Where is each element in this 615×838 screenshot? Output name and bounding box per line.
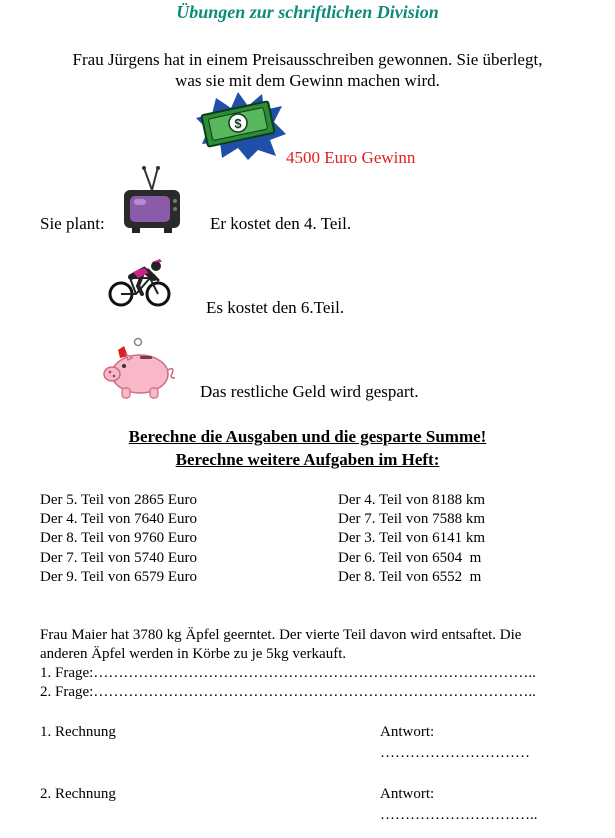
exercise-list-right: [338, 491, 485, 587]
calculation-2-label: 2. Rechnung: [40, 786, 116, 802]
list-item: Der 8. Teil von 9760 Euro: [40, 530, 197, 547]
question-1-line: 1. Frage:……………………………………………………………………………..: [40, 665, 536, 681]
question-2-line: 2. Frage:……………………………………………………………………………..: [40, 684, 536, 700]
list-item: Der 7. Teil von 7588 km: [338, 511, 485, 528]
piggy-bank-icon: [100, 338, 176, 400]
list-item: Der 6. Teil von 6504 m: [338, 549, 482, 566]
plan-item-bike-text: Es kostet den 6.Teil.: [206, 298, 345, 317]
money-bill-icon: [196, 90, 286, 160]
cyclist-icon: [108, 256, 172, 308]
list-item: Der 3. Teil von 6141 km: [338, 530, 485, 547]
list-item: Der 9. Teil von 6579 Euro: [40, 568, 197, 585]
prize-text: 4500 Euro Gewinn: [286, 148, 416, 167]
plan-item-savings-text: Das restliche Geld wird gespart.: [200, 382, 419, 401]
answer-1-label: Antwort:: [380, 724, 435, 740]
answer-2-line: …………………………..: [380, 807, 538, 823]
list-item: Der 4. Teil von 7640 Euro: [40, 511, 197, 528]
plan-item-tv-text: Er kostet den 4. Teil.: [210, 214, 352, 233]
list-item: Der 8. Teil von 6552 m: [338, 568, 482, 585]
intro-line-1: Frau Jürgens hat in einem Preisausschreiben gewonnen. Sie überlegt,: [72, 50, 543, 69]
list-item: Der 4. Teil von 8188 km: [338, 492, 485, 508]
calculation-1-label: 1. Rechnung: [40, 724, 116, 740]
word-problem: [40, 626, 600, 702]
svg-text:$: $: [234, 116, 242, 131]
list-item: Der 7. Teil von 5740 Euro: [40, 549, 197, 566]
task-heading-1: Berechne die Ausgaben und die gesparte Summe!: [128, 427, 487, 446]
page-title: Übungen zur schriftlichen Division: [176, 2, 439, 22]
answer-1-line: …………………………: [380, 745, 530, 761]
intro-line-2: was sie mit dem Gewinn machen wird.: [175, 71, 440, 90]
list-item: Der 5. Teil von 2865 Euro: [40, 492, 197, 508]
plan-label: Sie plant:: [40, 214, 105, 233]
exercise-list-left: [40, 491, 197, 587]
answer-2-label: Antwort:: [380, 786, 435, 802]
task-heading-2: Berechne weitere Aufgaben im Heft:: [175, 450, 440, 469]
intro-paragraph: [30, 49, 585, 91]
television-icon: [122, 166, 184, 234]
word-problem-line-1: Frau Maier hat 3780 kg Äpfel geerntet. Der vierte Teil davon wird entsaftet. Die: [40, 627, 522, 643]
word-problem-line-2: anderen Äpfel werden in Körbe zu je 5kg verkauft.: [40, 646, 347, 662]
